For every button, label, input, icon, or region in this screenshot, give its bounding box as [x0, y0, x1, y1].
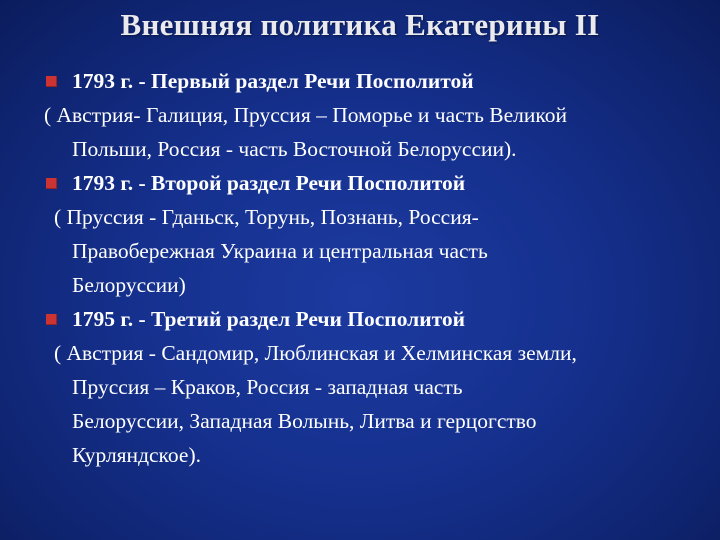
- bullet-item-2-detail: [44, 200, 694, 302]
- bullet-item-1-detail: [44, 98, 694, 166]
- square-bullet-icon: [46, 178, 57, 189]
- heading-text: 1793 г. - Второй раздел Речи Посполитой: [72, 171, 466, 195]
- detail-line: Правобережная Украина и центральная часть: [72, 239, 488, 263]
- detail-line: Белоруссии, Западная Волынь, Литва и герцогство: [72, 409, 537, 433]
- bullet-item-2-heading: [44, 166, 694, 200]
- square-bullet-icon: [46, 314, 57, 325]
- detail-line: Белоруссии): [72, 273, 186, 297]
- detail-line: Пруссия – Краков, Россия - западная часть: [72, 375, 463, 399]
- heading-text: 1795 г. - Третий раздел Речи Посполитой: [72, 307, 466, 331]
- bullet-item-1-heading: [44, 64, 694, 98]
- detail-line: Польши, Россия - часть Восточной Белоруссии).: [72, 137, 517, 161]
- bullet-item-3-detail: [44, 336, 694, 472]
- heading-text: 1793 г. - Первый раздел Речи Посполитой: [72, 69, 474, 93]
- bullet-item-3-heading: [44, 302, 694, 336]
- slide-content: [44, 64, 694, 472]
- detail-line: ( Австрия- Галиция, Пруссия – Поморье и часть Великой: [44, 103, 567, 127]
- detail-line: Курляндское).: [72, 443, 201, 467]
- detail-line: ( Австрия - Сандомир, Люблинская и Хелминская земли,: [54, 341, 577, 365]
- detail-line: ( Пруссия - Гданьск, Торунь, Познань, Россия-: [54, 205, 479, 229]
- slide-title: Внешняя политика Екатерины II: [120, 7, 600, 42]
- square-bullet-icon: [46, 76, 57, 87]
